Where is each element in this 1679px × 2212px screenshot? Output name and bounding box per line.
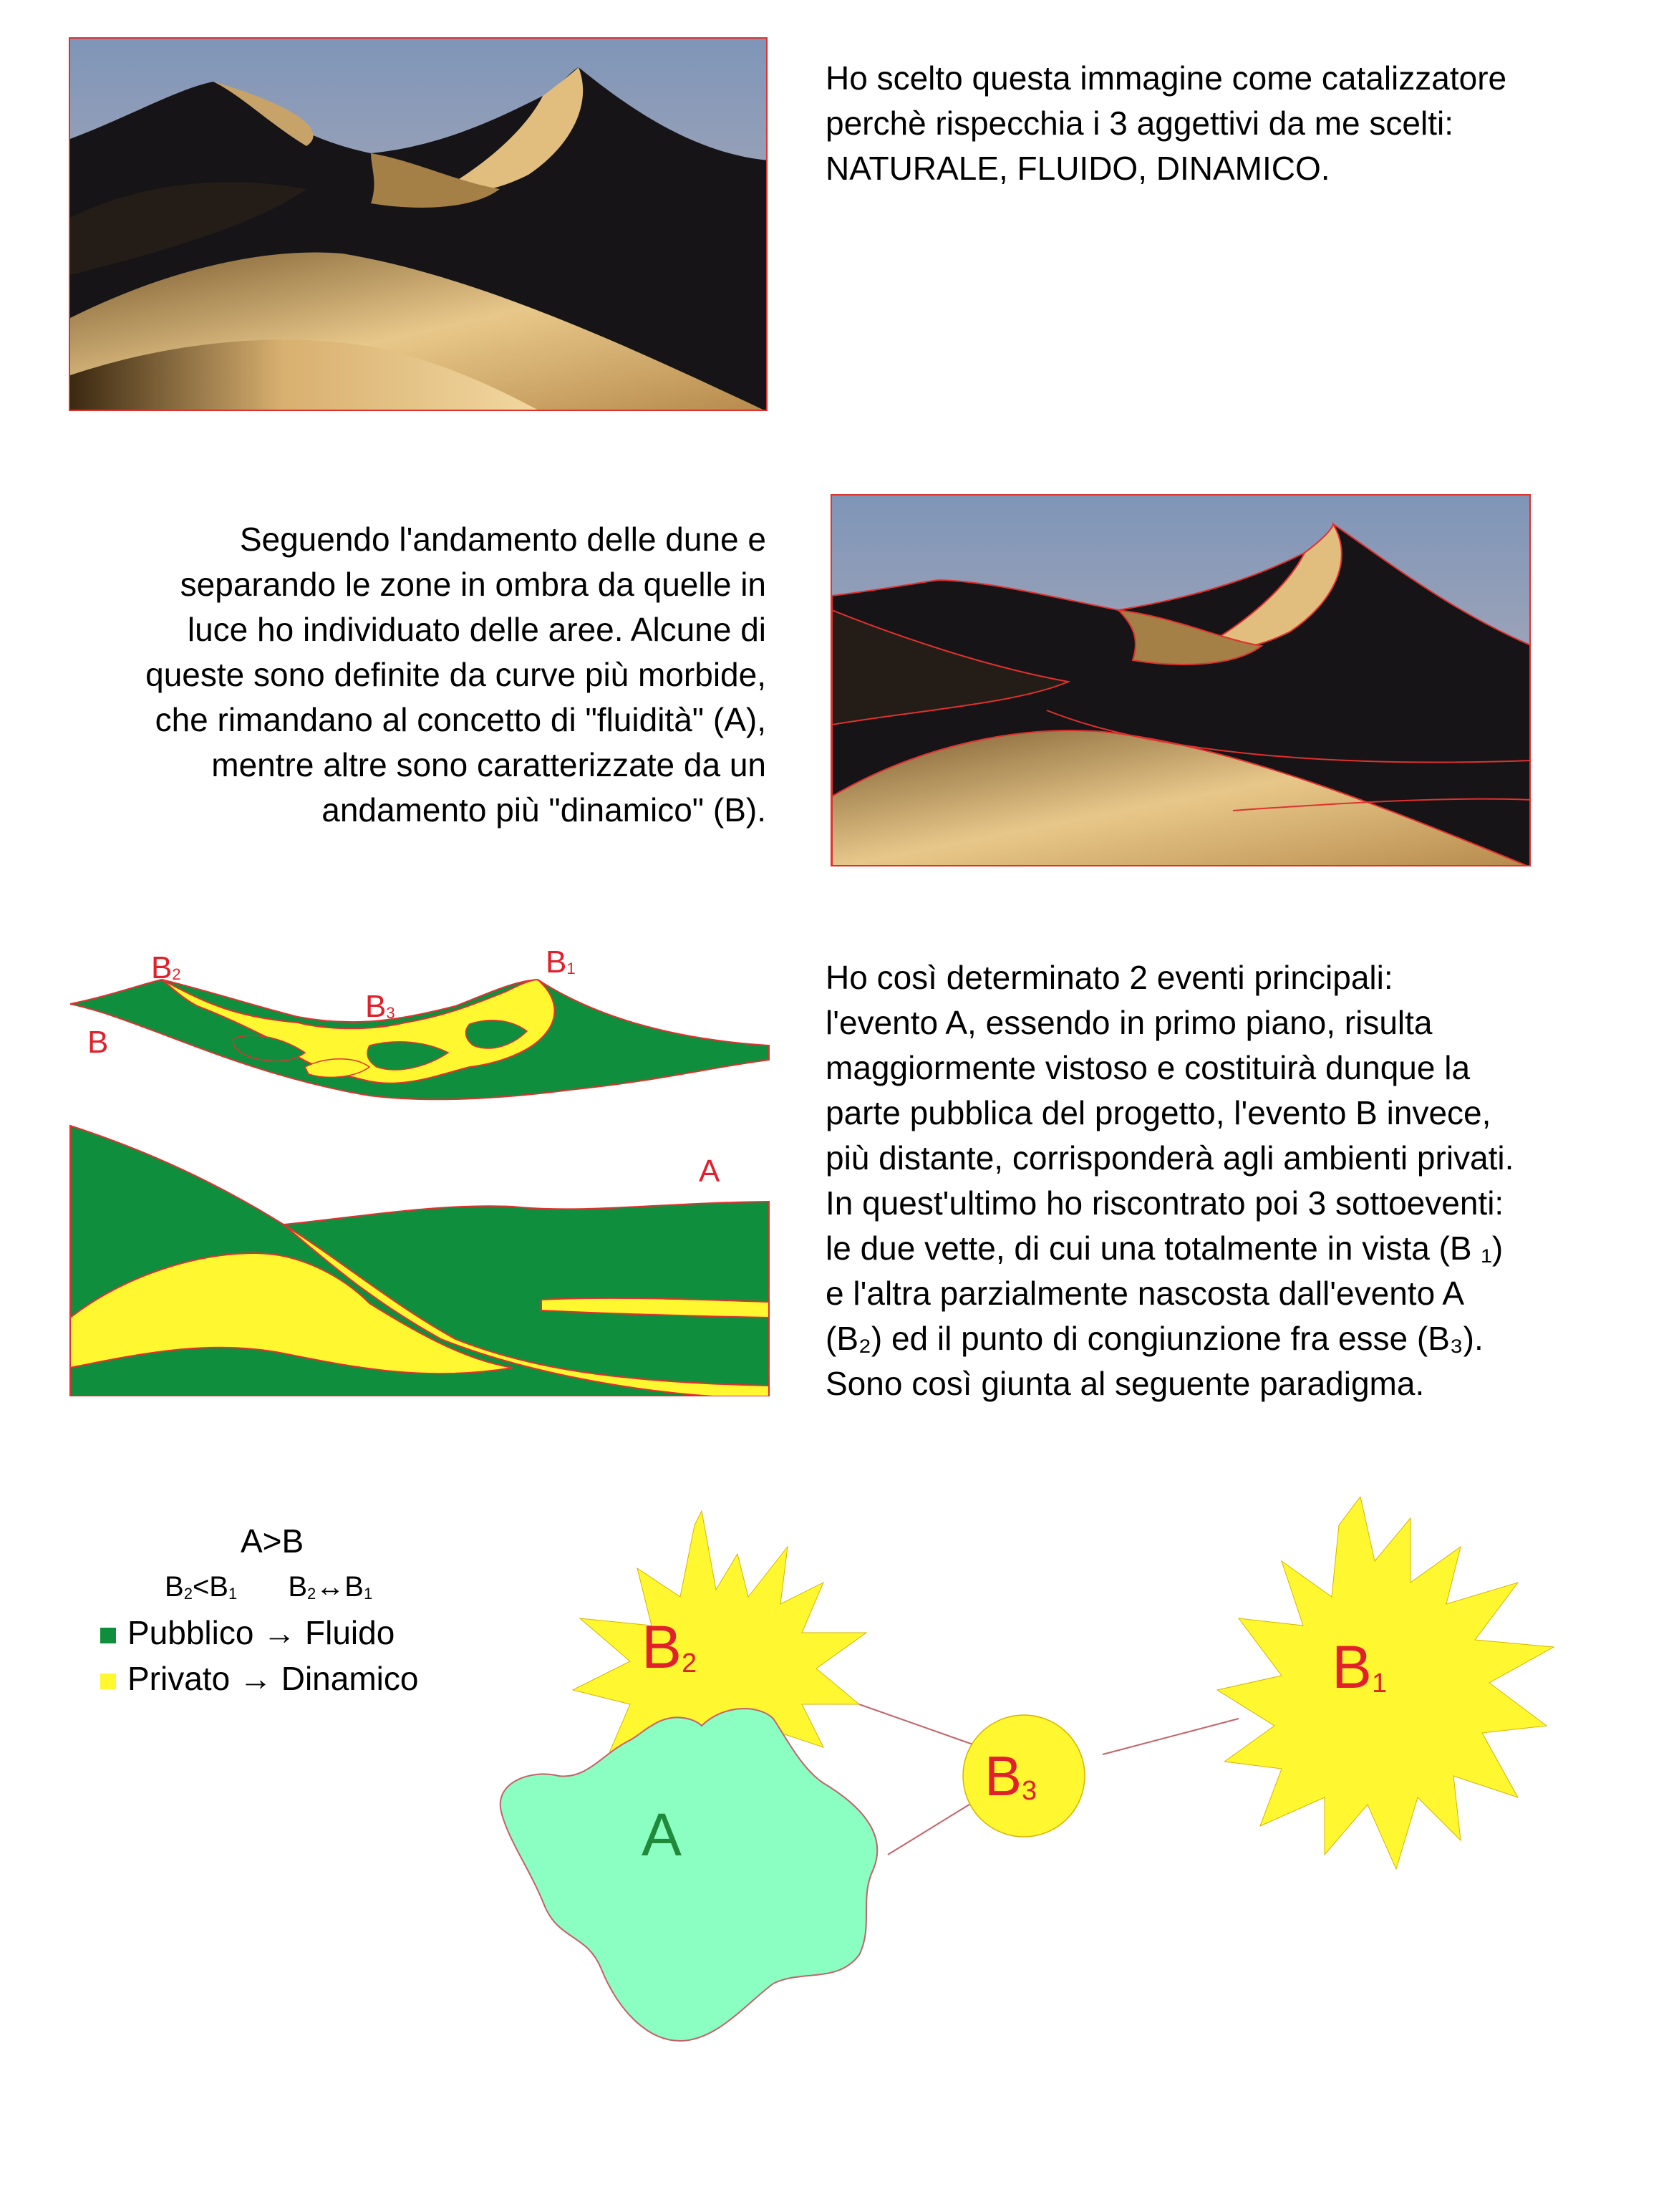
yellow-swatch-icon: [100, 1674, 116, 1689]
paradigm-shapes: [487, 1497, 1647, 2069]
analysis-line: che rimandano al concetto di "fluidità" (A),: [155, 701, 766, 738]
dune-photo-traced-image: [832, 496, 1531, 866]
relation-left: $B_2<B_1$: [165, 1571, 238, 1603]
label-b3: $B_3$: [365, 989, 395, 1024]
dune-photo-traced: [831, 494, 1531, 866]
events-line: (B₂) ed il punto di congiunzione fra esse (B₃).: [826, 1320, 1484, 1357]
relation-right: $B_2\leftrightarrow B_1$: [288, 1571, 373, 1603]
connector-b3-b1: [1103, 1719, 1239, 1754]
label-b2: $B_2$: [151, 950, 181, 985]
analysis-line: separando le zone in ombra da quelle in: [180, 566, 766, 603]
analysis-line: luce ho individuato delle aree. Alcune di: [187, 611, 766, 648]
analysis-line: andamento più "dinamico" (B).: [321, 791, 766, 829]
intro-line: NATURALE, FLUIDO, DINAMICO.: [826, 150, 1330, 187]
legend: [79, 1518, 418, 1701]
events-line: l'evento A, essendo in primo piano, risulta: [826, 1004, 1433, 1041]
events-line: e l'altra parzialmente nascosta dall'evento A: [826, 1275, 1465, 1312]
intro-line: perchè rispecchia i 3 aggettivi da me scelti:: [826, 105, 1453, 142]
events-line: parte pubblica del progetto, l'evento B invece,: [826, 1094, 1491, 1131]
legend-relation-2: [79, 1564, 418, 1610]
analysis-line: mentre altre sono caratterizzate da un: [211, 746, 766, 783]
events-line: Ho così determinato 2 eventi principali:: [826, 959, 1393, 996]
events-line: maggiormente vistoso e costituirà dunque la: [826, 1049, 1471, 1086]
events-line: In quest'ultimo ho riscontrato poi 3 sottoeventi:: [826, 1184, 1504, 1222]
paradigm-diagram: [487, 1497, 1647, 2069]
legend-relation-1: A>B: [241, 1522, 304, 1560]
label-b: B: [87, 1025, 109, 1060]
b2-label: $B_2$: [642, 1613, 697, 1681]
label-a: A: [699, 1154, 720, 1189]
events-line: Sono così giunta al seguente paradigma.: [826, 1365, 1425, 1402]
intro-line: Ho scelto questa immagine come catalizzatore: [826, 59, 1507, 97]
legend-privato: Privato → Dinamico: [79, 1656, 418, 1701]
intro-text: [826, 56, 1506, 191]
connector-b2-b3: [859, 1704, 981, 1747]
analysis-text: [43, 517, 766, 833]
events-line: le due vette, di cui una totalmente in vista (B ₁): [826, 1230, 1504, 1267]
b3-label: $B_3$: [984, 1744, 1037, 1807]
analysis-line: queste sono definite da curve più morbide,: [145, 656, 766, 693]
events-text: [826, 955, 1514, 1406]
zone-diagram-shapes: [69, 938, 770, 1396]
connector-a-b3: [888, 1797, 981, 1855]
green-swatch-icon: [100, 1628, 116, 1643]
a-blob-icon: [500, 1709, 878, 2041]
analysis-line: Seguendo l'andamento delle dune e: [239, 521, 766, 558]
legend-pubblico: Pubblico → Fluido: [79, 1610, 418, 1656]
zone-diagram: [69, 938, 770, 1396]
label-b1: $B_1$: [546, 945, 576, 980]
dune-photo: [69, 37, 768, 411]
events-line: più distante, corrisponderà agli ambienti privati.: [826, 1139, 1514, 1177]
a-label: A: [642, 1801, 682, 1868]
b1-label: $B_1$: [1332, 1633, 1388, 1701]
dune-photo-image: [70, 39, 768, 411]
